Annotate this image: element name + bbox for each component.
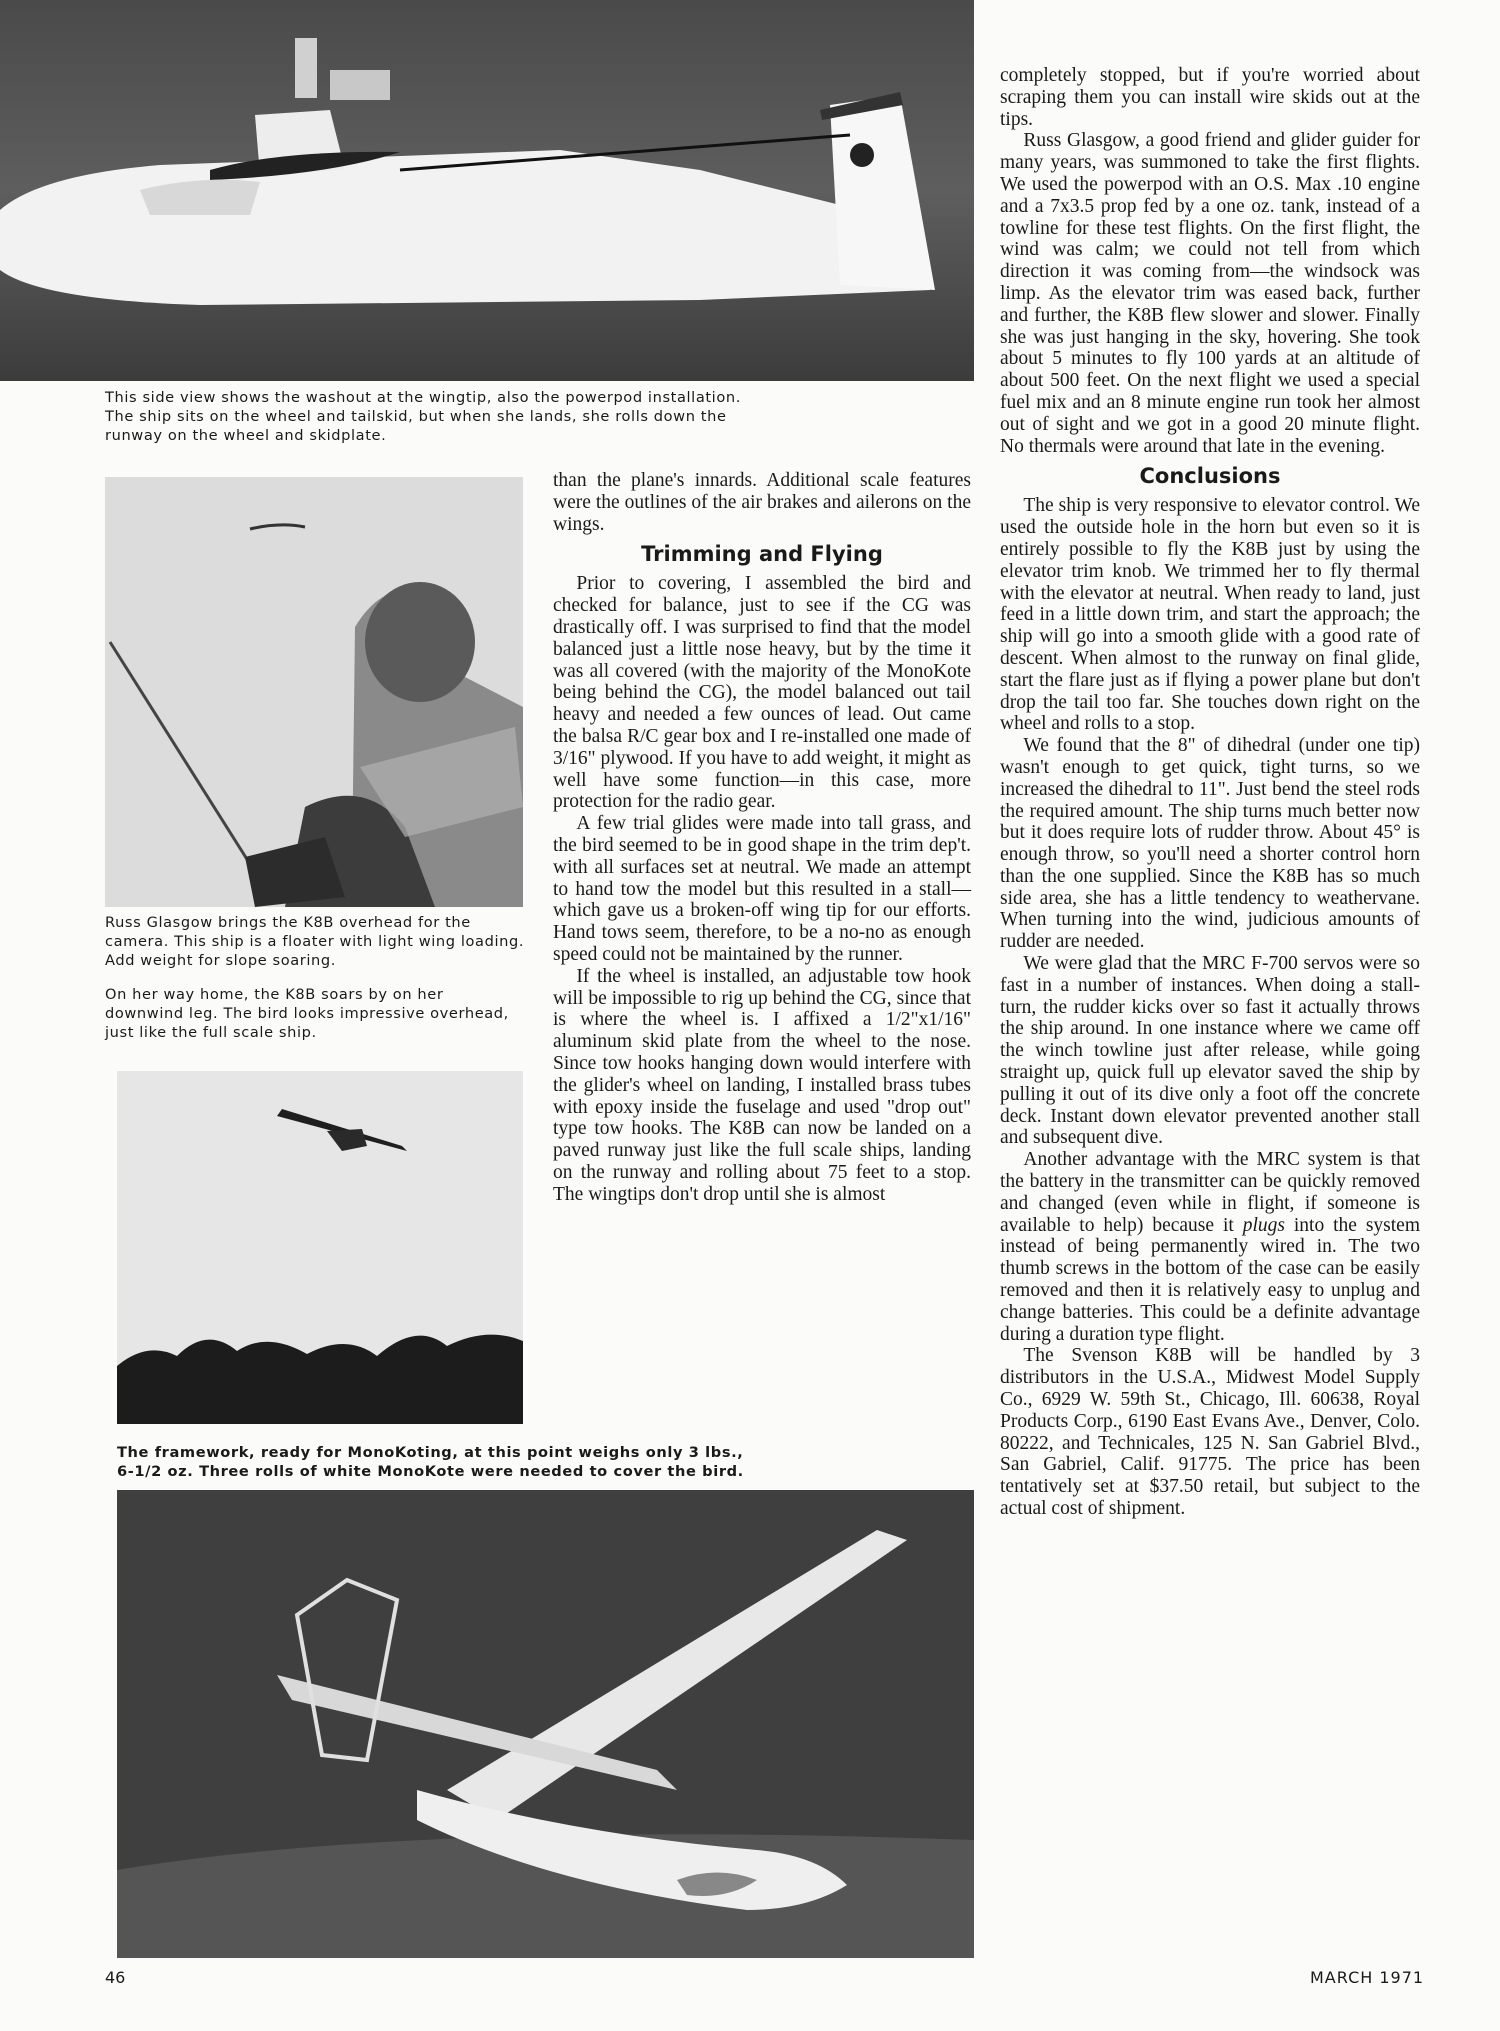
right-paragraph-1: Russ Glasgow, a good friend and glider guider for many years, was summoned to take the first flights. We used the powerpod with an O.S. Max .10 engine and a 7x3.5 prop fed by a one oz. tank, instead of a towline for these test flights. On the first flight, the wind was calm; we could not tell from which direction it was coming from—the windsock was limp. As the elevator trim was eased back, further and further, the K8B flew slower and slower. Finally she was just hanging in the sky, hovering. She took about 5 minutes to fly 100 yards at an altitude of about 500 feet. On the next flight we used a special fuel mix and an 8 minute engine run took her almost out of sight and we got in a good 20 minute flight. No thermals were around that late in the evening. xyxy=(1000,130,1420,457)
middle-paragraph-1: Prior to covering, I assembled the bird and checked for balance, just to see if the CG was drastically off. I was surprised to find that the model balanced just a little nose heavy, but by the time it was all covered (with the majority of the MonoKote being behind the CG), the model balanced out tail heavy and needed a few ounces of lead. Out came the balsa R/C gear box and I re-installed one made of 3/16" plywood. If you have to add weight, it might as well have some function—in this case, more protection for the radio gear. xyxy=(553,573,971,813)
photo-framework xyxy=(117,1490,974,1958)
right-paragraph-2: The ship is very responsive to elevator control. We used the outside hole in the horn but even so it is entirely possible to fly the K8B just by using the elevator trim knob. We trimmed her to fly thermal with the elevator at neutral. When ready to land, just feed in a little down trim, and start the approach; the ship will go into a smooth glide with a good rate of descent. When almost to the runway on final glide, start the flare just as if flying a power plane but don't drop the tail too far. She touches down right on the wheel and rolls to a stop. xyxy=(1000,495,1420,735)
right-text-column xyxy=(1000,65,1420,1520)
photo-downwind-leg xyxy=(117,1071,523,1424)
middle-paragraph-3: If the wheel is installed, an adjustable tow hook will be impossible to rig up behind the CG, since that is where the wheel is. I affixed a 1/2"x1/16" aluminum skid plate from the wheel to the nose. Since tow hooks hanging down would interfere with the glider's wheel on landing, I installed brass tubes with epoxy inside the fuselage and used "drop out" type tow hooks. The K8B can now be landed on a paved runway just like the full scale ships, landing on the runway and rolling about 75 feet to a stop. The wingtips don't drop until she is almost xyxy=(553,965,971,1205)
right-paragraph-3: We found that the 8" of dihedral (under one tip) wasn't enough to get quick, tight turns, so we increased the dihedral to 11". Just bend the steel rods the required amount. The ship turns much better now but it does require lots of rudder throw. About 45° is enough throw, so you'll need a shorter control horn than the one supplied. Since the K8B has so much side area, she has a little tendency to weathervane. When turning into the wind, judicious amounts of rudder are needed. xyxy=(1000,735,1420,953)
middle-paragraph-2: A few trial glides were made into tall grass, and the bird seemed to be in good shape in the trim dep't. with all surfaces set at neutral. We made an attempt to hand tow the model but this resulted in a stall—which gave us a broken-off wing tip for our efforts. Hand tows seem, therefore, to be a no-no as enough speed could not be maintained by the runner. xyxy=(553,813,971,965)
caption-side-view: This side view shows the washout at the wingtip, also the powerpod installation. The ship sits on the wheel and tailskid, but when she lands, she rolls down the runway on the wheel and skidplate. xyxy=(105,389,741,444)
middle-intro-paragraph: than the plane's innards. Additional scale features were the outlines of the air brakes and ailerons on the wings. xyxy=(553,470,971,535)
issue-date: MARCH 1971 xyxy=(1310,1968,1425,1987)
p5-text-after: into the system instead of being permanently wired in. The two thumb screws in the bottom of the case can be easily removed and then it is relatively easy to unplug and change batteries. This could be a definite advantage during a duration type flight. xyxy=(1000,1214,1420,1345)
page-number: 46 xyxy=(105,1968,126,1987)
caption-overhead xyxy=(105,913,527,1057)
caption-overhead-text: Russ Glasgow brings the K8B overhead for the camera. This ship is a floater with light wing loading. Add weight for slope soaring. xyxy=(105,914,525,969)
right-continued-paragraph: completely stopped, but if you're worried about scraping them you can install wire skids out at the tips. xyxy=(1000,65,1420,130)
photo-side-view xyxy=(0,0,974,381)
caption-downwind-text: On her way home, the K8B soars by on her downwind leg. The bird looks impressive overhead, just like the full scale ship. xyxy=(105,986,509,1041)
p5-text-before: Another advantage with the MRC system is that the battery in the transmitter can be quickly removed and changed (even while in flight, if someone is available to help) because it xyxy=(1000,1149,1420,1236)
photo-pilot-overhead xyxy=(105,477,523,907)
middle-text-column xyxy=(553,470,971,1206)
right-paragraph-5 xyxy=(1000,1149,1420,1345)
caption-framework: The framework, ready for MonoKoting, at this point weighs only 3 lbs., 6-1/2 oz. Three rolls of white MonoKote were needed to cover the bird. xyxy=(117,1444,744,1480)
right-paragraph-4: We were glad that the MRC F-700 servos were so fast in a number of instances. When doing a stall-turn, the rudder kicks over so fast it actually throws the ship around. In one instance where we came off the winch towline just after release, while going straight up, quick full up elevator saved the ship by pulling it out of its dive only a foot off the concrete deck. Instant down elevator prevented another stall and subsequent dive. xyxy=(1000,953,1420,1149)
p5-emphasis: plugs xyxy=(1242,1214,1285,1236)
heading-trimming-flying: Trimming and Flying xyxy=(641,542,883,567)
heading-conclusions: Conclusions xyxy=(1139,464,1281,489)
right-paragraph-6: The Svenson K8B will be handled by 3 distributors in the U.S.A., Midwest Model Supply Co., 6929 W. 59th St., Chicago, Ill. 60638, Royal Products Corp., 6190 East Evans Ave., Denver, Colo. 80222, and Technicales, 125 N. San Gabriel Blvd., San Gabriel, Calif. 91775. The price has been tentatively set at $37.50 retail, but subject to the actual cost of shipment. xyxy=(1000,1345,1420,1519)
